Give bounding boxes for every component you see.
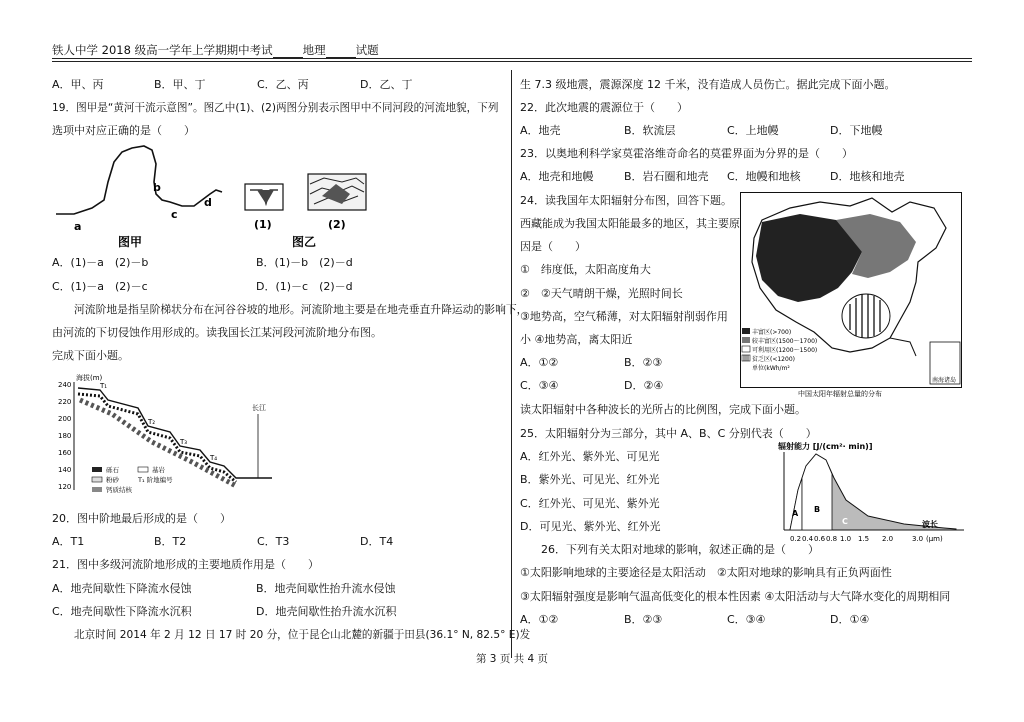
q24-option-a: A．①② xyxy=(520,356,559,369)
xtick-0-2: 0.2 xyxy=(790,535,802,543)
q26-statements-1: ①太阳影响地球的主要途径是太阳活动 ②太阳对地球的影响具有正负两面性 xyxy=(520,566,892,579)
passage-terrace-line1: 河流阶地是指呈阶梯状分布在河谷谷坡的地形。河流阶地主要是在地壳垂直升降运动的影响下， xyxy=(74,303,528,316)
figure-20-terraces xyxy=(52,370,292,500)
q18-option-d: D．乙、丁 xyxy=(360,78,413,91)
q23-option-c: C．地幔和地核 xyxy=(727,170,801,183)
figure-19 xyxy=(52,138,382,250)
label-a: a xyxy=(74,220,82,233)
q20-option-c: C．T3 xyxy=(257,535,290,548)
q26-option-a: A．①② xyxy=(520,613,559,626)
header-subject: 地理 xyxy=(302,43,326,57)
ytick-120: 120 xyxy=(58,483,72,491)
legend-fairly-rich: 较丰富区(1500～1700) xyxy=(752,338,818,345)
q26-option-d: D．①④ xyxy=(830,613,870,626)
label-b: b xyxy=(153,181,161,194)
caption-jia: 图甲 xyxy=(118,235,143,249)
q20-option-a: A．T1 xyxy=(52,535,85,548)
xtick-0-6: 0.6 xyxy=(814,535,826,543)
china-solar-radiation-map xyxy=(740,192,962,400)
xtick-0-8: 0.8 xyxy=(826,535,838,543)
passage-earthquake-cont: 生 7.3 级地震，震源深度 12 千米，没有造成人员伤亡。据此完成下面小题。 xyxy=(520,78,896,91)
q25-option-d: D．可见光、紫外光、红外光 xyxy=(520,520,661,533)
solar-spectrum-chart xyxy=(764,440,972,546)
terrace-t3: T₃ xyxy=(180,438,188,446)
q23-option-a: A．地壳和地幔 xyxy=(520,170,594,183)
header-rule-bottom xyxy=(52,61,972,62)
q23-option-d: D．地核和地壳 xyxy=(830,170,905,183)
q18-option-b: B．甲、丁 xyxy=(154,78,206,91)
legend-usable: 可利用区(1200～1500) xyxy=(752,347,818,354)
q22-option-a: A．地壳 xyxy=(520,124,561,137)
header-blank-1 xyxy=(273,46,303,58)
q26-option-c: C．③④ xyxy=(727,613,766,626)
q20-stem: 20．图中阶地最后形成的是（ ） xyxy=(52,512,231,525)
q21-option-a: A．地壳间歇性下降流水侵蚀 xyxy=(52,582,192,595)
river-label: 长江 xyxy=(252,404,266,412)
xtick-2-0: 2.0 xyxy=(882,535,894,543)
river-landform-figures xyxy=(245,174,366,249)
map-inset-label: 南海诸岛 xyxy=(932,377,957,384)
terrace-t4: T₄ xyxy=(210,454,218,462)
q20-option-d: D．T4 xyxy=(360,535,394,548)
legend-unit: 单位(kWh/m² xyxy=(752,365,790,372)
xtick-0-4: 0.4 xyxy=(802,535,814,543)
q22-stem: 22．此次地震的震源位于（ ） xyxy=(520,101,688,114)
q26-stem: 26．下列有关太阳对地球的影响，叙述正确的是（ ） xyxy=(541,543,819,556)
passage-earthquake-start: 北京时间 2014 年 2 月 12 日 17 时 20 分，位于昆仑山北麓的新疆于田县(36.1° N, 82.5° E)发 xyxy=(74,629,531,641)
page-header xyxy=(52,42,972,58)
q24-option-d: D．②④ xyxy=(624,379,664,392)
map-caption: 中国太阳年辐射总量的分布 xyxy=(798,390,882,398)
legend-poor: 贫乏区(<1200) xyxy=(752,356,795,363)
q22-option-c: C．上地幔 xyxy=(727,124,779,137)
xtick-3-0: 3.0 xyxy=(912,535,924,543)
caption-1: (1) xyxy=(254,218,272,231)
q19-option-b: B．(1)－b (2)－d xyxy=(256,256,353,269)
region-c: C xyxy=(842,517,848,526)
ytick-220: 220 xyxy=(58,398,72,406)
q22-option-b: B．软流层 xyxy=(624,124,676,137)
passage-terrace-line2: 由河流的下切侵蚀作用形成的。读我国长江某河段河流阶地分布图。 xyxy=(52,326,382,339)
q24-statement-4: 小 ④地势高，离太阳近 xyxy=(520,333,633,346)
legend-rich: 丰富区(>700) xyxy=(752,329,792,336)
spectrum-ylabel: 辐射能力 [J/(cm²· min)] xyxy=(778,442,873,451)
q25-option-a: A．红外光、紫外光、可见光 xyxy=(520,450,660,463)
legend-terrace-code: T₁ 阶地编号 xyxy=(138,476,173,484)
q21-option-b: B．地壳间歇性抬升流水侵蚀 xyxy=(256,582,396,595)
q18-option-c: C．乙、丙 xyxy=(257,78,309,91)
spectrum-xlabel: 波长 xyxy=(922,520,938,529)
region-a: A xyxy=(792,509,799,518)
q25-option-c: C．红外光、可见光、紫外光 xyxy=(520,497,660,510)
q24-statement-1: ① 纬度低，太阳高度角大 xyxy=(520,263,651,276)
q24-statement-2: ② ②天气晴朗干燥，光照时间长 xyxy=(520,287,683,300)
q24-stem-line3: 因是（ ） xyxy=(520,240,586,253)
legend-calcareous: 钙质结核 xyxy=(106,486,132,494)
q24-option-b: B．②③ xyxy=(624,356,663,369)
q25-option-b: B．紫外光、可见光、红外光 xyxy=(520,473,660,486)
legend-silt: 粉砂 xyxy=(106,476,119,484)
ytick-180: 180 xyxy=(58,432,72,440)
ytick-240: 240 xyxy=(58,381,72,389)
q21-option-c: C．地壳间歇性下降流水沉积 xyxy=(52,605,192,618)
header-suffix: 试题 xyxy=(355,43,379,57)
region-b: B xyxy=(814,505,821,514)
page-footer: 第 3 页 共 4 页 xyxy=(475,653,549,665)
q19-option-c: C．(1)－a (2)－c xyxy=(52,280,148,293)
caption-2: (2) xyxy=(328,218,346,231)
q19-option-a: A．(1)－a (2)－b xyxy=(52,256,149,269)
column-divider xyxy=(511,70,512,658)
q24-statement-3: ③地势高，空气稀薄，对太阳辐射削弱作用 xyxy=(520,310,728,323)
q21-option-d: D．地壳间歇性抬升流水沉积 xyxy=(256,605,397,618)
legend-bedrock: 基岩 xyxy=(152,466,165,474)
spectrum-unit: (μm) xyxy=(926,535,943,543)
q22-option-d: D．下地幔 xyxy=(830,124,883,137)
q25-stem: 25．太阳辐射分为三部分，其中 A、B、C 分别代表（ ） xyxy=(520,427,817,440)
q26-option-b: B．②③ xyxy=(624,613,663,626)
header-title: 铁人中学 2018 级高一学年上学期期中考试 xyxy=(52,43,273,57)
terrace-t2: T₂ xyxy=(148,418,156,426)
q24-option-c: C．③④ xyxy=(520,379,559,392)
ytick-140: 140 xyxy=(58,466,72,474)
xtick-1-5: 1.5 xyxy=(858,535,870,543)
label-c: c xyxy=(171,208,178,221)
terrace-t1: T₁ xyxy=(100,382,108,390)
q26-statements-2: ③太阳辐射强度是影响气温高低变化的根本性因素 ④太阳活动与大气降水变化的周期相同 xyxy=(520,590,951,603)
q19-option-d: D．(1)－c (2)－d xyxy=(256,280,353,293)
q24-stem-line1: 24．读我国年太阳辐射分布图，回答下题。 xyxy=(520,194,732,207)
caption-yi: 图乙 xyxy=(292,235,317,249)
q19-stem-line2: 选项中对应正确的是（ ） xyxy=(52,124,195,137)
q21-stem: 21．图中多级河流阶地形成的主要地质作用是（ ） xyxy=(52,558,319,571)
ytick-200: 200 xyxy=(58,415,72,423)
label-d: d xyxy=(204,196,212,209)
header-blank-2 xyxy=(326,46,356,58)
passage-spectrum: 读太阳辐射中各种波长的光所占的比例图，完成下面小题。 xyxy=(520,403,806,416)
q19-stem-line1: 19．图甲是“黄河干流示意图”。图乙中(1)、(2)两图分别表示图甲中不同河段的河流地貌，下列 xyxy=(52,102,499,114)
ytick-160: 160 xyxy=(58,449,72,457)
terrace-ylabel: 海拔(m) xyxy=(76,374,103,382)
q23-option-b: B．岩石圈和地壳 xyxy=(624,170,709,183)
xtick-1-0: 1.0 xyxy=(840,535,852,543)
yellow-river-map xyxy=(56,146,222,249)
q18-option-a: A．甲、丙 xyxy=(52,78,104,91)
legend-gravel: 砾石 xyxy=(106,466,119,474)
q24-stem-line2: 西藏能成为我国太阳能最多的地区，其主要原 xyxy=(520,217,740,230)
passage-terrace-line3: 完成下面小题。 xyxy=(52,349,129,362)
q20-option-b: B．T2 xyxy=(154,535,187,548)
q23-stem: 23．以奥地利科学家莫霍洛维奇命名的莫霍界面为分界的是（ ） xyxy=(520,147,853,160)
header-rule-top xyxy=(52,58,972,59)
